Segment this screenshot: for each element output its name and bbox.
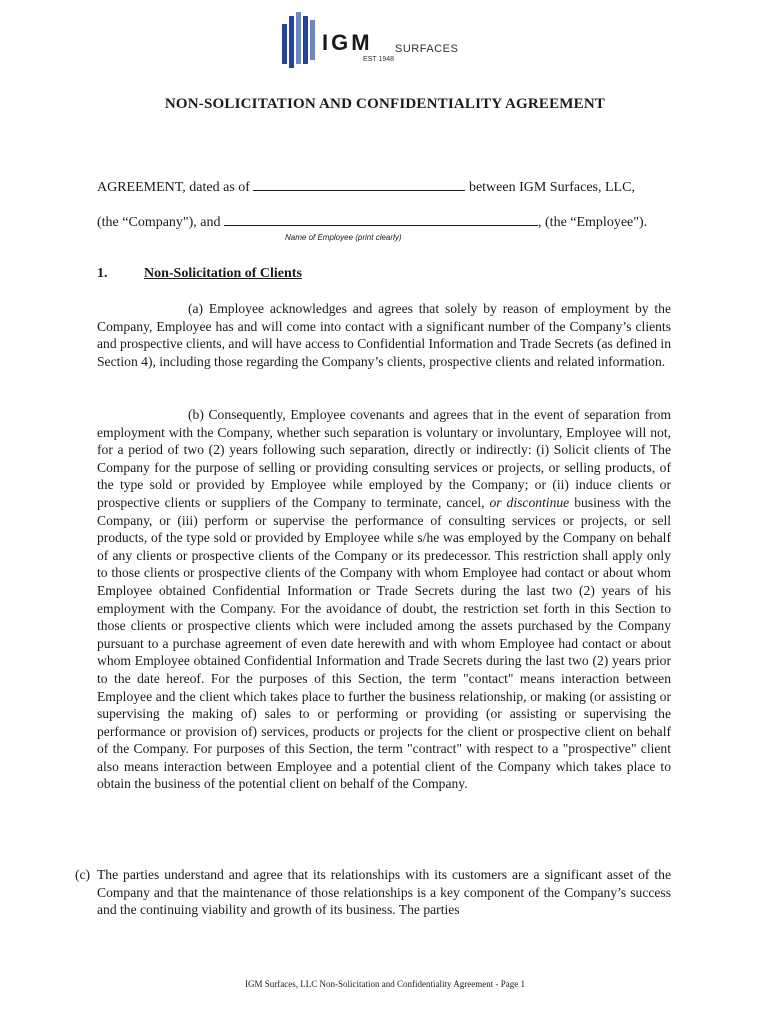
logo-wordmark: IGM [322,30,373,55]
paragraph-b-italic: or discontinue [489,494,570,510]
logo-bars-icon [282,10,322,70]
date-blank-field[interactable] [253,178,465,191]
paragraph-a: (a) Employee acknowledges and agrees that solely by reason of employment by the Company, Employee has and will come into contact with a significant number of the Company’s clients and prospective clients, and will have access to Confidential Information and Trade Secrets (as defined in Section 4), including those regarding the Company’s clients, prospective clients and related information. [97,301,671,369]
logo-established: EST 1948 [363,56,395,63]
paragraph-c: The parties understand and agree that its relationships with its customers are a significant asset of the Company and that the maintenance of those relationships is a key component of the Company’s success and the continuing viability and growth of its business. The parties [97,867,671,918]
paragraph-b-part1: (b) Consequently, Employee covenants and agrees that in the event of separation from employment with the Company, whether such separation is voluntary or involuntary, Employee will not, for a period of two (2) years following such separation, directly or indirectly: (i) Solicit clients of The Company for the purpose of selling or providing consulting services or projects, or selling products, of the type sold or provided by Employee while employed by the Company; or (ii) induce clients or prospective clients or suppliers of the Company to terminate, cancel, [97,407,671,510]
logo-subtitle: SURFACES [395,43,459,55]
date-line-suffix: between IGM Surfaces, LLC, [468,180,635,195]
employee-name-caption: Name of Employee (print clearly) [285,233,402,242]
paragraph-b-part2: business with the Company, or (iii) perform or supervise the performance of consulting services or projects, or sell products, of the type sold or provided by Employee while s/he was employed by the Company on behalf of any clients or prospective clients of the Company or its predecessor. This restriction shall apply only to those clients or prospective clients of the Company with whom Employee had contact or about whom Employee obtained Confidential Information or Trade Secrets during the last two (2) years of his employment with the Company. For the avoidance of doubt, the restriction set forth in this Section to those clients or prospective clients which were included among the assets purchased by the Company pursuant to a purchase agreement of even date herewith and with whom Employee had contact or about whom Employee obtained Confidential Information and Trade Secrets during the last two (2) years prior to the date hereof. For the purposes of this Section, the term "contact" means interaction between Employee and the client which takes place to further the business relationship, or making (or assisting or supervising the making of) sales to or performing or providing (or assisting or supervising the performance or provision of) services, products or projects for the client or prospective client on behalf of the Company. For purposes of this Section, the term "contract" with respect to a "prospective" client also means interaction between Employee and a potential client of the Company which takes place to obtain the business of the potential client on behalf of the Company. [97,494,671,792]
section-number: 1. [97,266,108,281]
company-logo [282,10,482,70]
page-footer: IGM Surfaces, LLC Non-Solicitation and Confidentiality Agreement - Page 1 [245,979,525,989]
parties-line [97,213,647,231]
employee-name-blank-field[interactable] [224,213,538,226]
paragraph-b [97,406,671,793]
agreement-date-line [97,178,635,196]
parties-line-prefix: (the “Company"), and [97,215,221,230]
section-heading: Non-Solicitation of Clients [144,266,302,281]
document-title: NON-SOLICITATION AND CONFIDENTIALITY AGREEMENT [164,96,606,112]
date-line-prefix: AGREEMENT, dated as of [97,180,250,195]
parties-line-suffix: , (the “Employee"). [538,215,648,230]
paragraph-c-label: (c) [75,867,91,882]
